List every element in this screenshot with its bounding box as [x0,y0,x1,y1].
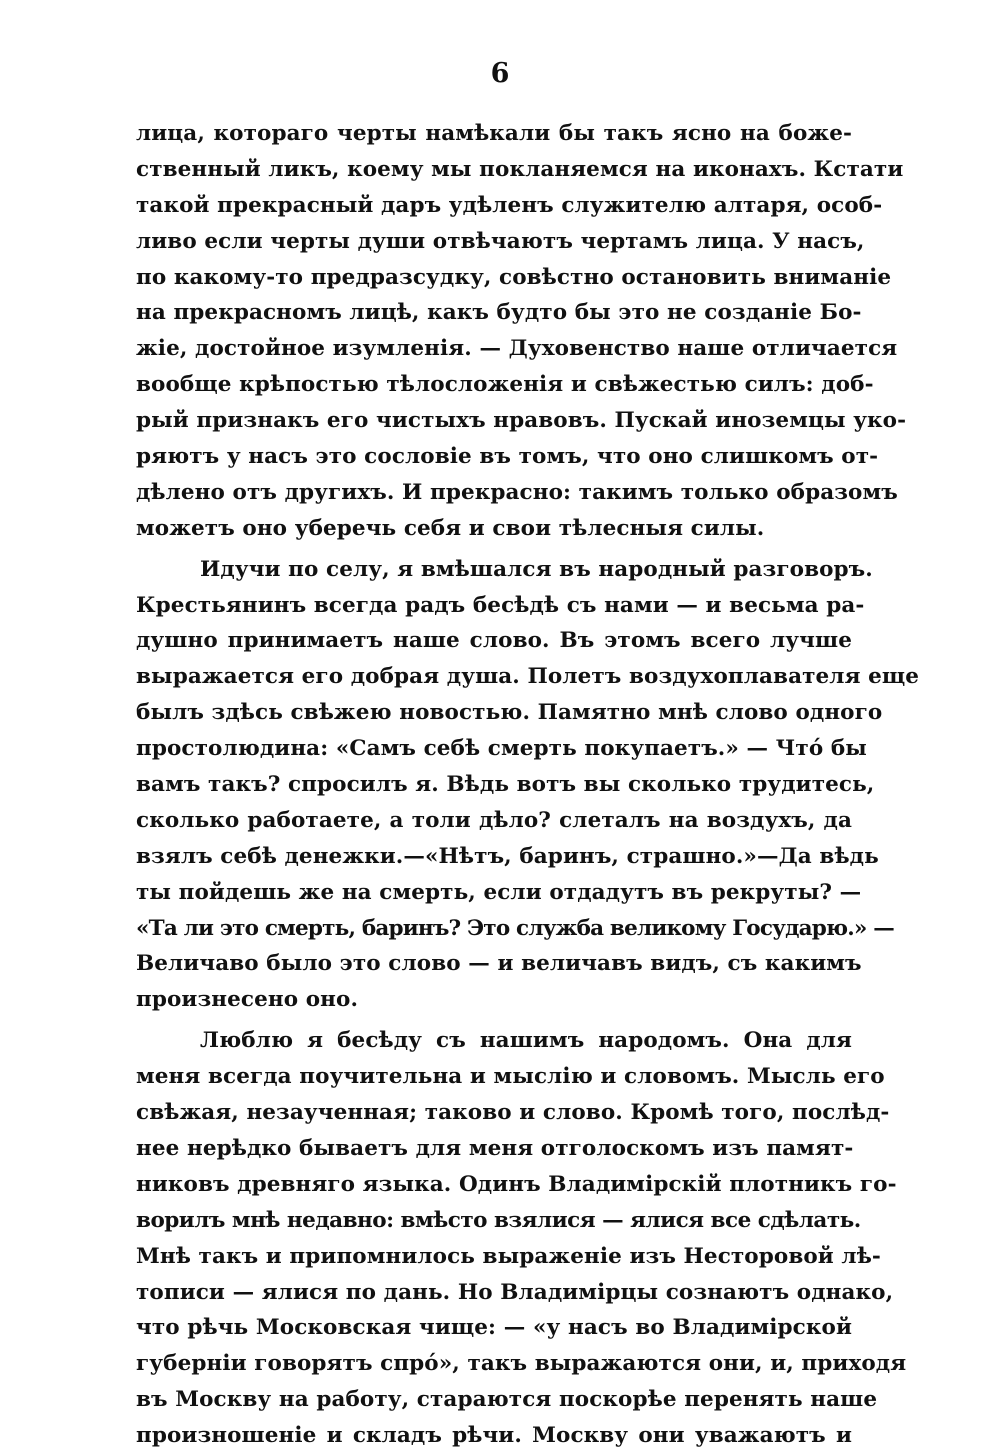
text-line: меня всегда поучительна и мыслію и словомъ. Мысль его [136,1064,885,1090]
paragraph-3 [136,1023,907,1454]
text-line: вамъ такъ? спросилъ я. Вѣдь вотъ вы сколько трудитесь, [136,772,875,798]
text-line: жіе, достойное изумленія. — Духовенство наше отличается [136,336,898,362]
text-line: выражается его добрая душа. Полетъ воздухоплавателя еще [136,664,920,690]
text-line: губерніи говорятъ спрó», такъ выражаются они, и, приходя [136,1351,907,1377]
text-line: «Та ли это смерть, баринъ? Это служба великому Государю.» — [136,915,894,941]
text-line: нее нерѣдко бываетъ для меня отголоскомъ изъ памят- [136,1135,854,1161]
text-line: Люблю я бесѣду съ нашимъ народомъ. Она для [200,1028,852,1054]
text-line: вообще крѣпостью тѣлосложенія и свѣжестью силъ: доб- [136,372,874,398]
text-line: такой прекрасный даръ удѣленъ служителю алтаря, особ- [136,192,883,218]
text-line: взялъ себѣ денежки.—«Нѣтъ, баринъ, страшно.»—Да вѣдь [136,843,879,869]
text-line: Мнѣ такъ и припомнилось выраженіе изъ Несторовой лѣ- [136,1243,881,1269]
text-line: по какому-то предразсудку, совѣстно остановить вниманіе [136,264,892,290]
text-line: простолюдина: «Самъ себѣ смерть покупаетъ.» — Чтó бы [136,736,867,762]
text-line: произнесено оно. [136,987,359,1013]
text-line: Идучи по селу, я вмѣшался въ народный разговоръ. [200,556,873,582]
text-line: ливо если черты души отвѣчаютъ чертамъ лица. У насъ, [136,228,865,254]
text-line: что рѣчь Московская чище: — «у насъ во Владимірской [136,1315,852,1341]
text-line: никовъ древняго языка. Одинъ Владимірскій плотникъ го- [136,1171,897,1197]
text-line: въ Москву на работу, стараются поскорѣе перенять наше [136,1387,878,1413]
text-line: на прекрасномъ лицѣ, какъ будто бы это не созданіе Бо- [136,300,862,326]
text-line: произношеніе и складъ рѣчи. Москву они уважаютъ и [136,1423,852,1449]
paragraph-1 [136,116,907,547]
text-line: свѣжая, незаученная; таково и слово. Кромѣ того, послѣд- [136,1100,890,1126]
text-line: ворилъ мнѣ недавно: вмѣсто взялися — ялися все сдѣлать. [136,1207,861,1233]
text-line: рый признакъ его чистыхъ нравовъ. Пускай иноземцы уко- [136,408,907,434]
page-number: 6 [490,58,510,89]
text-line: дѣлено отъ другихъ. И прекрасно: такимъ только образомъ [136,479,898,505]
text-line: Величаво было это слово — и величавъ видъ, съ какимъ [136,951,862,977]
text-line: тописи — ялися по дань. Но Владимірцы сознаютъ однако, [136,1279,894,1305]
text-line: былъ здѣсь свѣжею новостью. Памятно мнѣ слово одного [136,700,883,726]
text-line: Крестьянинъ всегда радъ бесѣдѣ съ нами — и весьма ра- [136,592,865,618]
text-line: ряютъ у насъ это сословіе въ томъ, что оно слишкомъ от- [136,444,879,470]
text-line: душно принимаетъ наше слово. Въ этомъ всего лучше [136,628,852,654]
page-body [136,116,920,1454]
text-line: сколько работаете, а толи дѣло? слеталъ на воздухъ, да [136,807,852,833]
text-line: можетъ оно уберечь себя и свои тѣлесныя силы. [136,515,765,541]
paragraph-2 [136,552,920,1019]
text-line: ты пойдешь же на смерть, если отдадутъ въ рекруты? — [136,879,862,905]
text-line: ственный ликъ, коему мы покланяемся на иконахъ. Кстати [136,156,904,182]
text-line: лица, котораго черты намѣкали бы такъ ясно на боже- [136,121,852,146]
